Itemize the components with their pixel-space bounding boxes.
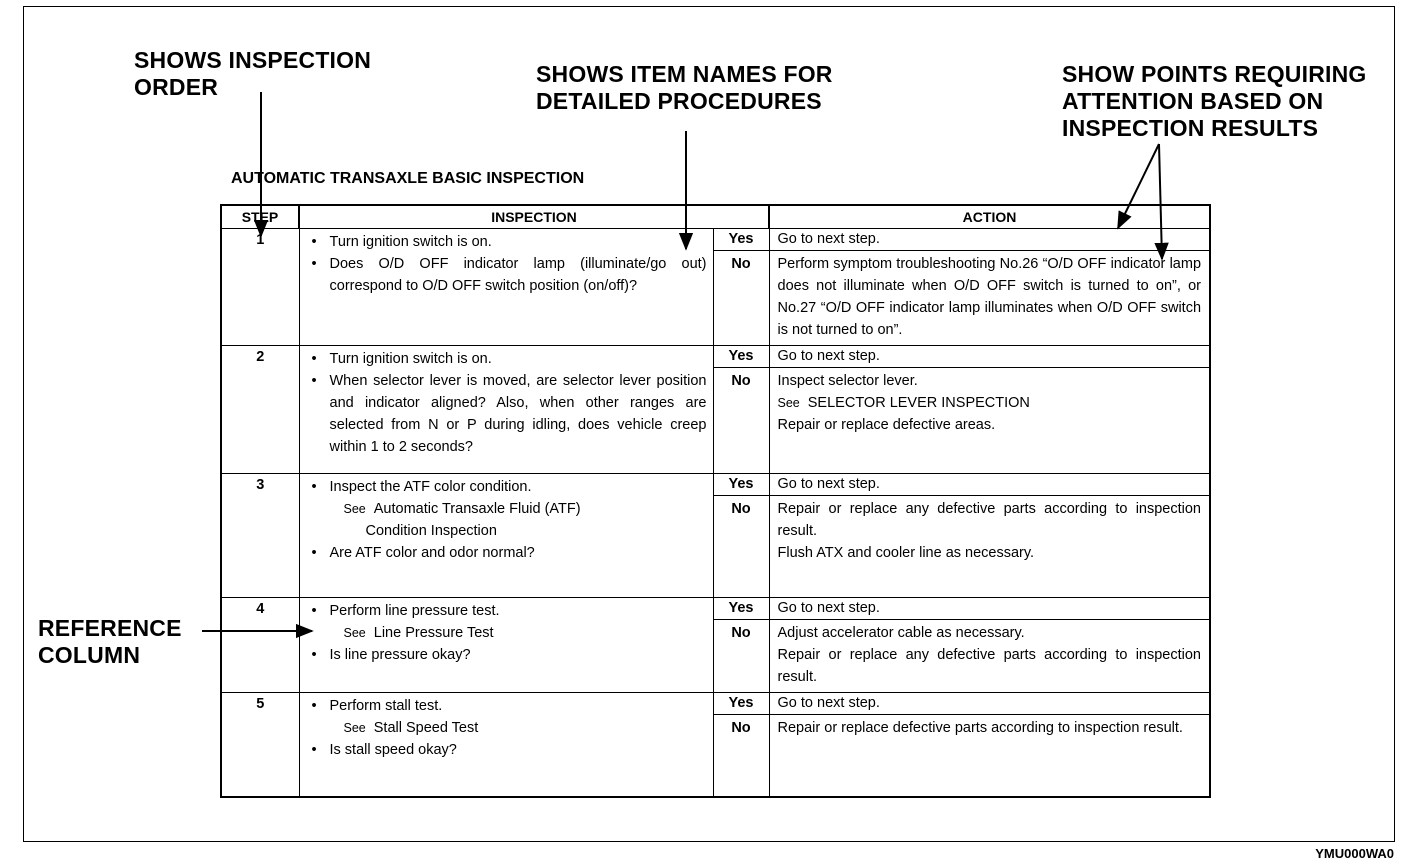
- step-number: 5: [221, 693, 299, 797]
- action-text: Adjust accelerator cable as necessary.: [777, 625, 1025, 641]
- yes-label: Yes: [714, 693, 769, 715]
- yes-label: Yes: [714, 598, 769, 620]
- inspection-text: Is stall speed okay?: [329, 742, 457, 758]
- table-title: AUTOMATIC TRANSAXLE BASIC INSPECTION: [231, 170, 585, 187]
- action-text: Repair or replace defective areas.: [777, 417, 996, 433]
- header-action: ACTION: [769, 205, 1210, 229]
- no-label: No: [731, 625, 751, 641]
- header-step: STEP: [221, 205, 299, 229]
- yes-label: Yes: [714, 474, 769, 496]
- bullet-icon: •: [311, 742, 317, 758]
- bullet-icon: •: [311, 603, 317, 619]
- inspection-text: Turn ignition switch is on.: [329, 351, 492, 367]
- inspection-text: Are ATF color and odor normal?: [329, 545, 535, 561]
- yes-action: Go to next step.: [770, 346, 1210, 368]
- yes-action: Go to next step.: [770, 598, 1210, 620]
- see-label: See: [343, 502, 366, 516]
- no-label: No: [731, 256, 751, 272]
- action-text: Repair or replace any defective parts according to inspection result.: [777, 501, 1202, 539]
- step-number: 4: [221, 598, 299, 693]
- inspection-text: When selector lever is moved, are selector lever position and indicator aligned? Also, when other ranges are selected from N or P during idling, does vehicle creep within 1 to 2 seconds?: [329, 373, 707, 455]
- see-label: See: [343, 626, 366, 640]
- action-text: Repair or replace defective parts according to inspection result.: [777, 720, 1183, 736]
- yes-label: Yes: [714, 229, 769, 251]
- bullet-icon: •: [311, 256, 317, 272]
- inspection-text: Does O/D OFF indicator lamp (illuminate/go out) correspond to O/D OFF switch position (on/off)?: [329, 256, 707, 294]
- bullet-icon: •: [311, 698, 317, 714]
- bullet-icon: •: [311, 479, 317, 495]
- see-label: See: [777, 396, 800, 410]
- step-number: 1: [221, 229, 299, 346]
- figure-code: YMU000WA0: [1315, 846, 1394, 861]
- yes-action: Go to next step.: [770, 229, 1210, 251]
- callout-reference-column: REFERENCE COLUMN: [38, 615, 182, 668]
- action-text: Repair or replace any defective parts according to inspection result.: [777, 647, 1202, 685]
- step-number: 2: [221, 346, 299, 474]
- inspection-text: Perform line pressure test.: [329, 603, 500, 619]
- action-text: Flush ATX and cooler line as necessary.: [777, 545, 1035, 561]
- no-label: No: [731, 501, 751, 517]
- action-text: Inspect selector lever.: [777, 373, 918, 389]
- reference-text: SELECTOR LEVER INSPECTION: [807, 395, 1030, 411]
- callout-inspection-order: SHOWS INSPECTION ORDER: [134, 47, 372, 100]
- bullet-icon: •: [311, 351, 317, 367]
- reference-continuation: Condition Inspection: [365, 523, 497, 539]
- bullet-icon: •: [311, 545, 317, 561]
- bullet-icon: •: [311, 373, 317, 389]
- yes-action: Go to next step.: [770, 474, 1210, 496]
- action-text: Perform symptom troubleshooting No.26 “O/D OFF indicator lamp does not illuminate when O/D OFF switch is turned to on”, or No.27 “O/D OFF indicator lamp illuminates when O/D OFF switch is not turned to on”.: [777, 256, 1202, 338]
- inspection-text: Turn ignition switch is on.: [329, 234, 492, 250]
- inspection-text: Perform stall test.: [329, 698, 443, 714]
- callout-item-names: SHOWS ITEM NAMES FOR DETAILED PROCEDURES: [536, 61, 833, 114]
- reference-text: Automatic Transaxle Fluid (ATF): [373, 501, 581, 517]
- header-inspection: INSPECTION: [299, 205, 769, 229]
- see-label: See: [343, 721, 366, 735]
- no-label: No: [731, 720, 751, 736]
- callout-attention-points: SHOW POINTS REQUIRING ATTENTION BASED ON INSPECTION RESULTS: [1062, 61, 1367, 141]
- inspection-text: Inspect the ATF color condition.: [329, 479, 532, 495]
- reference-text: Stall Speed Test: [373, 720, 479, 736]
- bullet-icon: •: [311, 647, 317, 663]
- arrow-attention-2: [1159, 144, 1162, 259]
- no-label: No: [731, 373, 751, 389]
- reference-text: Line Pressure Test: [373, 625, 494, 641]
- inspection-text: Is line pressure okay?: [329, 647, 471, 663]
- arrow-attention-1: [1118, 144, 1159, 228]
- yes-label: Yes: [714, 346, 769, 368]
- bullet-icon: •: [311, 234, 317, 250]
- yes-action: Go to next step.: [770, 693, 1210, 715]
- step-number: 3: [221, 474, 299, 598]
